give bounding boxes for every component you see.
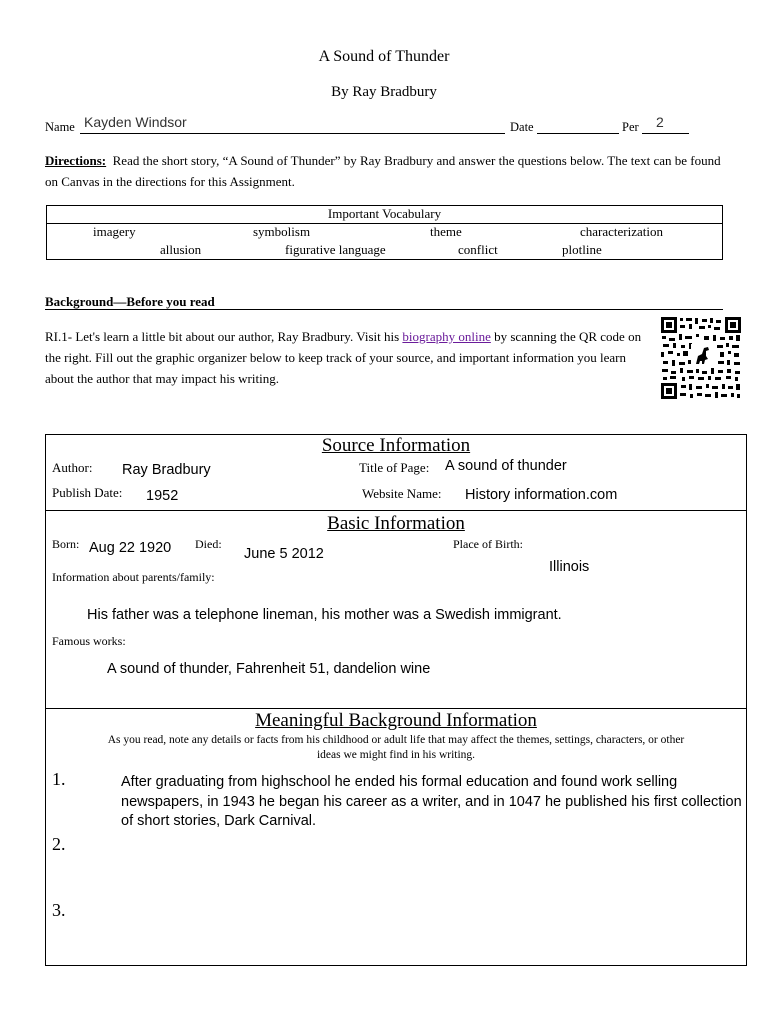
page-byline: By Ray Bradbury [331,84,437,100]
parents-field[interactable]: His father was a telephone lineman, his mother was a Swedish immigrant. [87,607,562,623]
title-of-page-label: Title of Page: [359,460,430,475]
item-number: 2. [52,834,66,854]
publish-date-label: Publish Date: [52,485,123,500]
qr-code-graphic [660,316,742,400]
background-paragraph [45,326,645,389]
born-label: Born: [52,537,80,551]
date-label: Date [510,120,534,134]
vocab-term: allusion [160,242,202,257]
name-label: Name [45,120,75,134]
background-text-start: RI.1- Let's learn a little bit about our author, Ray Bradbury. Visit his [45,329,403,344]
organizer-divider [45,708,747,709]
died-field[interactable]: June 5 2012 [244,546,324,562]
vocab-term: symbolism [253,224,311,239]
vocab-term: characterization [580,224,663,239]
birthplace-label: Place of Birth: [453,537,523,551]
website-name-field[interactable]: History information.com [465,487,618,503]
died-label: Died: [195,537,222,551]
born-field[interactable]: Aug 22 1920 [89,540,172,556]
famous-works-field[interactable]: A sound of thunder, Fahrenheit 51, dandelion wine [107,661,431,677]
vocab-term: conflict [458,242,498,257]
date-field[interactable] [537,133,619,134]
source-info-title: Source Information [321,435,471,456]
author-label: Author: [52,460,93,475]
title-of-page-field[interactable]: A sound of thunder [445,458,567,474]
directions [45,150,725,192]
meaningful-answer-2[interactable] [121,836,721,886]
meaningful-answer-3[interactable] [121,902,721,952]
website-name-label: Website Name: [362,486,442,501]
meaningful-answer-1-line[interactable]: After graduating from highschool he ended his formal education and found work selling [121,774,678,790]
meaningful-answer-1-line[interactable]: newspapers, in 1943 he began his career as a writer, and in 1047 he published his first collection [121,794,742,810]
item-number: 3. [52,900,66,920]
name-field[interactable]: Kayden Windsor [84,114,187,130]
per-field[interactable]: 2 [656,114,664,130]
directions-label: Directions: [45,153,107,168]
item-number: 1. [52,769,66,789]
basic-info-title: Basic Information [327,513,465,534]
background-heading: Background—Before you read [45,294,215,309]
meaningful-instructions-line1: As you read, note any details or facts from his childhood or adult life that may affect the themes, settings, characters, or other [107,734,685,746]
background-heading-underline [45,309,723,310]
per-label: Per [622,120,639,134]
directions-text: Read the short story, “A Sound of Thunder” by Ray Bradbury and answer the questions below. The text can be found on Canvas in the directions for this Assignment. [45,153,721,189]
vocab-term: imagery [93,224,136,239]
vocab-term: figurative language [285,242,386,257]
page-title: A Sound of Thunder [318,48,450,65]
per-underline [642,133,689,134]
publish-date-field[interactable]: 1952 [146,488,179,504]
vocab-term: plotline [562,242,602,257]
meaningful-answer-1-line[interactable]: of short stories, Dark Carnival. [121,813,317,829]
organizer-divider [45,510,747,511]
vocab-term: theme [430,224,462,239]
vocabulary-title: Important Vocabulary [327,206,442,221]
background-text-end: by scanning the QR code on the right. Fill out the graphic organizer below to keep track of your source, and important information you learn about the author that may impact his writing. [45,329,642,386]
author-field[interactable]: Ray Bradbury [122,462,211,478]
meaningful-info-title: Meaningful Background Information [255,710,537,731]
qr-code-icon[interactable] [660,316,742,400]
famous-works-label: Famous works: [52,634,126,648]
birthplace-field[interactable]: Illinois [549,559,590,575]
meaningful-instructions-line2: ideas we might find in his writing. [316,749,476,761]
parents-label: Information about parents/family: [52,570,215,584]
name-underline [80,133,505,134]
biography-link[interactable]: biography online [402,329,491,344]
